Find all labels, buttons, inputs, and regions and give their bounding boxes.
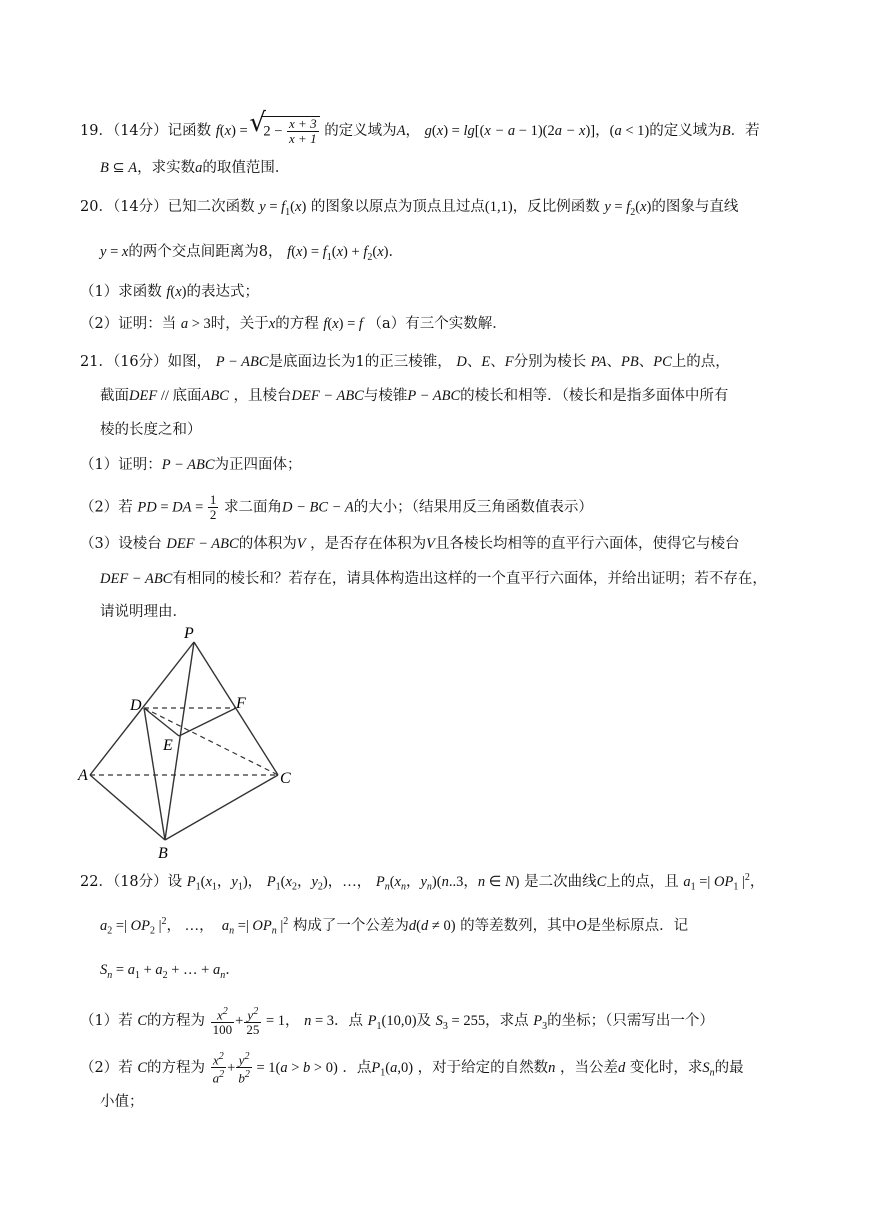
sqrt-expression: √ 2 − $\frac{x + 3}{x + 1}$ bbox=[261, 116, 319, 146]
q21-part2: （2）若 PD = DA = $\frac{1}{2}$ 求二面角D − BC − A的大小；（结果用反三角函数值表示） bbox=[80, 492, 593, 522]
edge-DB bbox=[144, 708, 165, 840]
q22-text: ．点 bbox=[342, 1059, 372, 1076]
q21-text: 底面 bbox=[172, 388, 202, 404]
q19-text: ．若 bbox=[730, 123, 760, 139]
q22-text: 的等差数列，其中 bbox=[460, 917, 577, 934]
q21-text: 若 bbox=[118, 499, 133, 516]
part-label: （1） bbox=[80, 457, 119, 473]
q20-text: 的图象以原点为顶点且过点 bbox=[310, 199, 485, 215]
q22-text: ．点 bbox=[334, 1013, 364, 1030]
q20-line2: y = x的两个交点间距离为8， $f(x) = f_1(x) + f_2(x)$． bbox=[100, 244, 403, 263]
q22-text: 上的点，且 bbox=[606, 873, 679, 890]
q20-text: 的图象与直线 bbox=[651, 199, 739, 215]
edge-DE bbox=[144, 708, 179, 736]
q22-part1: （1）若 C的方程为 $\frac{x^2}{100}$ + $\frac{y^2}{25}$ = 1， n = 3．点 $P_1(10,0)$及 $S_3 = 255$，求点 $P_3$的坐标；（只需写出一个） bbox=[80, 1006, 714, 1038]
q20-text: 的两个交点间距离为8， bbox=[128, 244, 283, 260]
q20-line1: 20．（14分）已知二次函数 $y = f_1(x)$ 的图象以原点为顶点且过点(1,1)，反比例函数 $y = f_2(x)$的图象与直线 bbox=[80, 199, 739, 218]
q21-text: ，且棱台 bbox=[233, 388, 292, 404]
edge-EF bbox=[179, 708, 236, 736]
q19-line2: B ⊆ A，求实数a的取值范围． bbox=[100, 160, 290, 176]
q21-line1: 21．（16分）如图， P − ABC是底面边长为1的正三棱锥， D、E、F分别为棱长 PA、PB、PC上的点， bbox=[80, 354, 730, 370]
q21-text: 是底面边长为1的正三棱锥， bbox=[268, 354, 452, 370]
q21-text: 的大小；（结果用反三角函数值表示） bbox=[353, 499, 593, 516]
q22-text: 是坐标原点．记 bbox=[586, 917, 689, 934]
q22-text: 的方程为 bbox=[147, 1059, 206, 1076]
q21-line3 bbox=[100, 420, 202, 440]
q20-text: ，反比例函数 bbox=[512, 199, 600, 215]
q22-text: ，当公差 bbox=[560, 1059, 619, 1076]
q22-text: ，对于给定的自然数 bbox=[417, 1059, 549, 1076]
q19-text: 记函数 bbox=[167, 123, 212, 139]
q22-text: 的坐标；（只需写出一个） bbox=[547, 1013, 714, 1030]
q21-part3-line2: DEF − ABC有相同的棱长和？若存在，请具体构造出这样的一个直平行六面体，并给出证明；若不存在， bbox=[100, 571, 767, 587]
q20-text: 时，关于 bbox=[210, 316, 269, 332]
q20-text: （a）有三个实数解． bbox=[367, 316, 507, 332]
q22-part2: （2）若 C的方程为 $\frac{x^2}{a^2}$ + $\frac{y^2}{b^2}$ = 1(a > b > 0) ．点$P_1(a,0)$ ，对于给定的自然数n ，当公差d 变化时，求$S_n$的最 bbox=[80, 1051, 744, 1086]
q21-text: 如图， bbox=[167, 354, 212, 370]
part-label: （2） bbox=[80, 1059, 119, 1076]
q22-line3: $S_n = a_1 + a_2$ + … + $a_n$． bbox=[100, 962, 240, 981]
q19-text: ，求实数 bbox=[137, 160, 196, 176]
q21-text: 上的点， bbox=[671, 354, 730, 370]
label-B: B bbox=[158, 845, 168, 860]
q20-number: 20．（14分） bbox=[80, 199, 168, 215]
q21-text: 棱的长度之和） bbox=[100, 422, 202, 438]
q22-line2: $a_2$ =| $OP_2$ $|^2$， …， $a_n$ =| $OP_n$ $|^2$ 构成了一个公差为d(d ≠ 0) 的等差数列，其中O是坐标原点．记 bbox=[100, 916, 689, 937]
q21-text: 且各棱长均相等的直平行六面体，使得它与棱台 bbox=[435, 536, 740, 552]
q21-text: 证明： bbox=[118, 457, 162, 473]
edge-PA bbox=[90, 642, 194, 775]
q20-text: 的表达式； bbox=[186, 284, 259, 300]
q22-text: 的最 bbox=[714, 1059, 744, 1076]
q21-text: 有相同的棱长和？若存在，请具体构造出这样的一个直平行六面体，并给出证明；若不存在， bbox=[172, 571, 767, 587]
q21-text: 分别为棱长 bbox=[513, 354, 587, 370]
q19-text: 的定义域为 bbox=[324, 123, 397, 139]
q19-line1: 19．（14分）记函数 f(x) = √ 2 − $\frac{x + 3}{x + 1}$ 的定义域为A， g(x) = lg[(x − a − 1)(2a − x)]，(a < 1)的定义域为B．若 bbox=[80, 116, 760, 146]
q22-text: 小值； bbox=[100, 1094, 144, 1110]
label-F: F bbox=[236, 695, 246, 712]
q21-text: 请说明理由． bbox=[100, 604, 187, 620]
q21-text: 的体积为 bbox=[238, 536, 297, 552]
label-C: C bbox=[280, 770, 291, 787]
q22-text: 是二次曲线 bbox=[524, 873, 597, 890]
q22-text: 构成了一个公差为 bbox=[292, 917, 409, 934]
part-label: （3） bbox=[80, 536, 119, 552]
q22-text: 的方程为 bbox=[147, 1013, 206, 1030]
q22-text: 及 bbox=[416, 1013, 432, 1030]
label-A: A bbox=[78, 767, 88, 784]
q22-part2-line2 bbox=[100, 1092, 144, 1112]
q21-text: 的棱长和相等．（棱长和是指多面体中所有 bbox=[460, 388, 729, 404]
q21-text: 求二面角 bbox=[224, 499, 283, 516]
part-label: （2） bbox=[80, 499, 119, 516]
label-P: P bbox=[184, 625, 194, 642]
edge-BC bbox=[165, 775, 278, 840]
part-label: （1） bbox=[80, 1013, 119, 1030]
q20-text: 已知二次函数 bbox=[167, 199, 255, 215]
q21-part3-line3 bbox=[100, 602, 187, 622]
part-label: （2） bbox=[80, 316, 119, 332]
label-E: E bbox=[163, 737, 173, 754]
q21-part3: （3）设棱台 DEF − ABC的体积为V ，是否存在体积为V且各棱长均相等的直平行六面体，使得它与棱台 bbox=[80, 536, 740, 552]
q21-text: ，是否存在体积为 bbox=[310, 536, 427, 552]
q21-text: 设棱台 bbox=[118, 536, 162, 552]
q20-text: 求函数 bbox=[118, 284, 162, 300]
q22-line1: 22．（18分）设 $P_1(x_1$，$y_1$)， $P_1(x_2$，$y_2$)，…， $P_n(x_n$，$y_n)(n..3$，n ∈ N) 是二次曲线C上的点，且 $a_1$ =| $OP_1$ $|^2$， bbox=[80, 872, 765, 893]
q21-text: 为正四面体； bbox=[214, 457, 302, 473]
q22-text: 变化时，求 bbox=[629, 1059, 703, 1076]
q21-number: 21．（16分） bbox=[80, 354, 168, 370]
q21-line2: 截面DEF // 底面ABC ，且棱台DEF − ABC与棱锥P − ABC的棱长和相等．（棱长和是指多面体中所有 bbox=[100, 388, 729, 404]
q22-text: 若 bbox=[118, 1059, 133, 1076]
q19-number: 19．（14分） bbox=[80, 123, 168, 139]
q20-text: 证明：当 bbox=[118, 316, 177, 332]
q19-text: 的取值范围． bbox=[202, 160, 290, 176]
edge-AB bbox=[90, 775, 165, 840]
q20-text: 的方程 bbox=[275, 316, 319, 332]
q19-text: 的定义域为 bbox=[649, 123, 722, 139]
part-label: （1） bbox=[80, 284, 119, 300]
q21-text: 截面 bbox=[100, 388, 129, 404]
q21-text: 与棱锥 bbox=[363, 388, 408, 404]
q22-number: 22．（18分） bbox=[80, 873, 168, 890]
label-D: D bbox=[130, 697, 142, 714]
q21-part1: （1）证明：P − ABC为正四面体； bbox=[80, 457, 302, 473]
pyramid-figure bbox=[70, 620, 310, 860]
q20-part2: （2）证明：当 a > 3时，关于x的方程 f(x) = f （a）有三个实数解． bbox=[80, 316, 507, 332]
q22-text: ，求点 bbox=[485, 1013, 529, 1030]
q22-text: 若 bbox=[118, 1013, 133, 1030]
q20-part1: （1）求函数 f(x)的表达式； bbox=[80, 284, 259, 300]
q22-text: 设 bbox=[167, 873, 183, 890]
